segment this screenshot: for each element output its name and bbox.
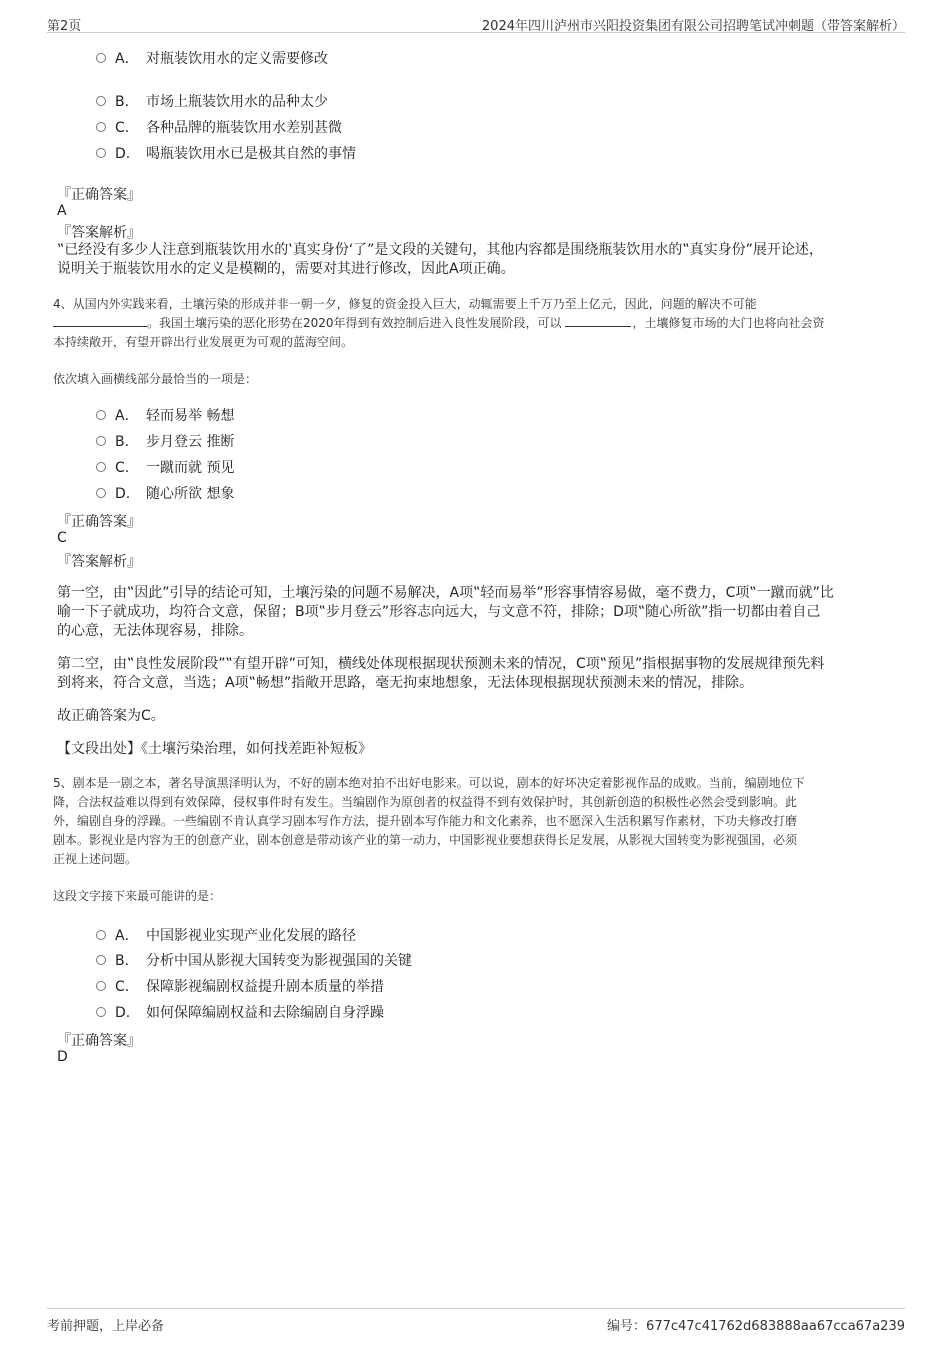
q3-analysis: ‟已经没有多少人注意到瓶装饮用水的‛真实身份‘了”是文段的关键句，其他内容都是围绕瓶装饮用水的‟真实身份”展开论述， 说明关于瓶装饮用水的定义是模糊的，需要对其进行修改，因此A项正确。	[57, 242, 823, 277]
q4-source: 【文段出处】《土壤污染治理，如何找差距补短板》	[57, 741, 372, 757]
q5-option-d[interactable]: D. 如何保障编剧权益和去除编剧自身浮躁	[96, 1002, 384, 1022]
q3-option-d[interactable]: D. 喝瓶装饮用水已是极其自然的事情	[96, 143, 356, 163]
q3-option-a[interactable]: A． 对瓶装饮用水的定义需要修改	[96, 48, 328, 68]
q5-answer: D	[57, 1049, 68, 1065]
page-header	[47, 12, 905, 33]
q5-option-a[interactable]: A． 中国影视业实现产业化发展的路径	[96, 925, 356, 945]
q4-conclusion: 故正确答案为C。	[57, 708, 165, 724]
q4-stem: 4、从国内外实践来看，土壤污染的形成并非一朝一夕，修复的资金投入巨大，动辄需要上千万乃至上亿元，因此，问题的解决不可能 。我国土壤污染的恶化形势在2020年得到有效控制后进入良性发展阶段，可以 ，土壤修复市场的大门也将向社会资 本持续敞开，有望开辟出行业发展更为可观的蓝海空间。	[53, 297, 825, 349]
q3-analysis-label: 『答案解析』	[57, 225, 141, 241]
q5-option-c[interactable]: C. 保障影视编剧权益提升剧本质量的举措	[96, 976, 384, 996]
q4-answer: C	[57, 530, 67, 546]
q5-option-b[interactable]: B. 分析中国从影视大国转变为影视强国的关键	[96, 950, 412, 970]
q5-answer-label: 『正确答案』	[57, 1033, 141, 1049]
page-number: 第2页	[47, 19, 82, 34]
radio-icon[interactable]	[96, 955, 106, 965]
page-footer	[47, 1308, 905, 1333]
radio-icon[interactable]	[96, 981, 106, 991]
radio-icon[interactable]	[96, 148, 106, 158]
q5-prompt: 这段文字接下来最可能讲的是：	[53, 889, 222, 903]
radio-icon[interactable]	[96, 96, 106, 106]
q4-analysis-label: 『答案解析』	[57, 554, 141, 570]
q4-option-a[interactable]: A． 轻而易举 畅想	[96, 405, 234, 425]
radio-icon[interactable]	[96, 122, 106, 132]
fill-blank-2	[565, 314, 631, 327]
q3-option-b[interactable]: B. 市场上瓶装饮用水的品种太少	[96, 91, 328, 111]
q4-answer-label: 『正确答案』	[57, 514, 141, 530]
radio-icon[interactable]	[96, 53, 106, 63]
q5-stem: 5、剧本是一剧之本，著名导演黑泽明认为，不好的剧本绝对拍不出好电影来。可以说，剧本的好坏决定着影视作品的成败。当前，编剧地位下 降，合法权益难以得到有效保障，侵权事件时有发生。当编剧作为原创者的权益得不到有效保护时，其创新创造的积极性必然会受到影响。此 外，编剧自身的浮躁。一些编剧不肯认真学习剧本写作方法，提升剧本写作能力和文化素养，也不愿深入生活积累写作素材，下功夫修改打磨 剧本。影视业是内容为王的创意产业，剧本创意是带动该产业的第一动力，中国影视业要想获得长足发展，从影视大国转变为影视强国，必须 正视上述问题。	[53, 776, 805, 866]
q4-option-d[interactable]: D. 随心所欲 想象	[96, 483, 234, 503]
q4-analysis-paragraph-2: 第二空，由‟良性发展阶段”‟有望开辟”可知，横线处体现根据现状预测未来的情况，C项‟预见”指根据事物的发展规律预先料 到将来，符合文意，当选；A项‟畅想”指敞开思路，毫无拘束地想象，无法体现根据现状预测未来的情况，排除。	[57, 656, 825, 691]
radio-icon[interactable]	[96, 410, 106, 420]
fill-blank-1	[53, 314, 147, 327]
q3-option-c[interactable]: C. 各种品牌的瓶装饮用水差别甚微	[96, 117, 342, 137]
radio-icon[interactable]	[96, 930, 106, 940]
footer-code: 编号：677c47c41762d683888aa67cca67a239	[607, 1319, 905, 1334]
document-title: 2024年四川泸州市兴阳投资集团有限公司招聘笔试冲刺题（带答案解析）	[481, 19, 905, 34]
q3-answer: A	[57, 203, 67, 219]
q4-prompt: 依次填入画横线部分最恰当的一项是：	[53, 372, 258, 386]
radio-icon[interactable]	[96, 436, 106, 446]
q4-analysis-paragraph-1: 第一空，由‟因此”引导的结论可知，土壤污染的问题不易解决，A项‟轻而易举”形容事情容易做，毫不费力，C项‟一蹴而就”比 喻一下子就成功，均符合文意，保留；B项‟步月登云”形容志向远大，与文意不符，排除；D项‟随心所欲”指一切都由着自己 的心意，无法体现容易，排除。	[57, 585, 834, 639]
radio-icon[interactable]	[96, 1007, 106, 1017]
q4-option-b[interactable]: B. 步月登云 推断	[96, 431, 234, 451]
footer-slogan: 考前押题，上岸必备	[47, 1319, 165, 1334]
radio-icon[interactable]	[96, 462, 106, 472]
radio-icon[interactable]	[96, 488, 106, 498]
q4-option-c[interactable]: C. 一蹴而就 预见	[96, 457, 234, 477]
q3-answer-label: 『正确答案』	[57, 187, 141, 203]
